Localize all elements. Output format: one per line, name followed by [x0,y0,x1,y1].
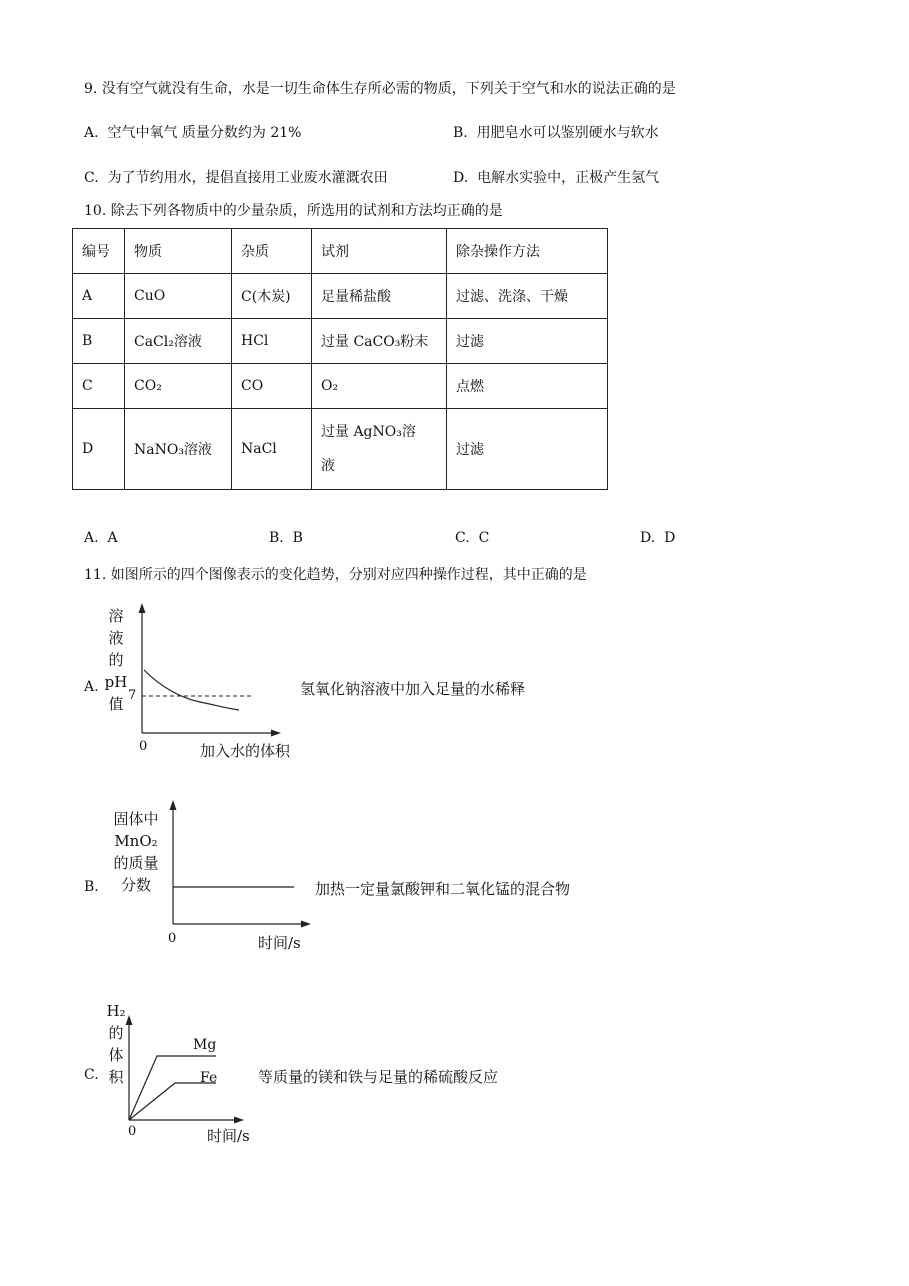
origin-label: 0 [139,739,148,754]
option-key: A. [84,125,99,141]
option-text: 空气中氧气 质量分数约为 21% [107,125,302,141]
cell-substance: CuO [125,274,232,319]
table-row [73,274,608,319]
cell-id: B [73,319,125,364]
cell-reagent: O₂ [312,364,447,409]
option-key: D. [640,530,656,546]
ylabel-part: 体 [108,1046,124,1064]
graph-c-key: C. [84,1067,99,1083]
ylabel-part: pH [104,673,128,691]
y-axis-arrow [139,603,146,613]
cell-reagent [312,409,447,490]
series-fe-label: Fe [200,1070,218,1086]
q11-stem: 11. 如图所示的四个图像表示的变化趋势，分别对应四种操作过程，其中正确的是 [84,567,587,583]
option-text: D [664,530,676,546]
y-axis-arrow [170,800,177,810]
option-text: 为了节约用水，提倡直接用工业废水灌溉农田 [107,170,388,186]
q9-option-c [84,167,388,187]
q10-table [72,228,608,490]
header-cell: 编号 [73,229,125,274]
reagent-line-2: 液 [321,458,335,474]
q10-stem: 10. 除去下列各物质中的少量杂质，所选用的试剂和方法均正确的是 [84,203,503,219]
option-key: B. [453,125,468,141]
cell-impurity: C(木炭) [232,274,312,319]
cell-method: 过滤 [447,409,608,490]
origin-label: 0 [168,931,177,946]
q9-option-b [453,122,659,142]
graph-c-caption: 等质量的镁和铁与足量的稀硫酸反应 [258,1068,499,1086]
graph-a-caption: 氢氧化钠溶液中加入足量的水稀释 [300,680,526,698]
option-key: C. [455,530,470,546]
ylabel-part: 积 [108,1068,124,1086]
ph-curve [144,670,239,710]
graph-c [120,1012,250,1124]
q10-answer-d [640,530,675,546]
cell-id: C [73,364,125,409]
cell-impurity: NaCl [232,409,312,490]
ylabel-part: 的质量 [113,854,159,872]
cell-method: 点燃 [447,364,608,409]
tick-7: 7 [128,688,137,703]
option-text: C [478,530,490,546]
option-key: C. [84,170,99,186]
graph-a-xlabel: 加入水的体积 [200,742,291,760]
ylabel-part: 固体中 [113,810,159,828]
header-cell: 除杂操作方法 [447,229,608,274]
ylabel-part: 分数 [120,876,151,894]
option-text: A [107,530,118,546]
reagent-line-1: 过量 AgNO₃溶 [321,424,416,440]
cell-substance: NaNO₃溶液 [125,409,232,490]
cell-substance: CaCl₂溶液 [125,319,232,364]
option-text: 用肥皂水可以鉴别硬水与软水 [476,125,659,141]
ylabel-part: 的 [108,651,124,669]
origin-label: 0 [128,1124,137,1139]
option-key: B. [269,530,284,546]
option-key: A. [84,530,99,546]
ylabel-part: MnO₂ [114,832,158,850]
cell-id: D [73,409,125,490]
graph-b-key: B. [84,879,99,895]
option-text: B [292,530,303,546]
graph-b-ylabel [106,808,166,896]
q9-option-a [84,122,302,142]
q10-answer-a [84,530,118,546]
table-row [73,409,608,490]
header-cell: 试剂 [312,229,447,274]
cell-method: 过滤、洗涤、干燥 [447,274,608,319]
cell-impurity: CO [232,364,312,409]
graph-a-key: A. [84,679,99,695]
graph-c-xlabel: 时间/s [207,1127,250,1145]
option-key: D. [453,170,469,186]
mg-line [129,1056,216,1120]
table-header-row [73,229,608,274]
ylabel-part: 值 [108,695,124,713]
ylabel-part: 溶 [108,607,124,625]
x-axis-arrow [301,921,311,928]
series-mg-label: Mg [193,1037,217,1053]
table-row [73,319,608,364]
cell-reagent: 足量稀盐酸 [312,274,447,319]
x-axis-arrow [234,1117,244,1124]
q10-answer-c [455,530,489,546]
q9-stem: 9. 没有空气就没有生命，水是一切生命体生存所必需的物质，下列关于空气和水的说法正确的是 [84,81,676,97]
graph-b-caption: 加热一定量氯酸钾和二氧化锰的混合物 [315,880,571,898]
table-row [73,364,608,409]
option-text: 电解水实验中，正极产生氢气 [477,170,660,186]
cell-id: A [73,274,125,319]
ylabel-part: H₂ [106,1002,126,1020]
graph-a [125,598,285,738]
fe-line [129,1083,216,1120]
ylabel-part: 液 [108,629,124,647]
cell-method: 过滤 [447,319,608,364]
cell-reagent: 过量 CaCO₃粉末 [312,319,447,364]
y-axis-arrow [126,1015,133,1025]
graph-b-xlabel: 时间/s [258,934,301,952]
q10-answer-b [269,530,303,546]
cell-impurity: HCl [232,319,312,364]
ylabel-part: 的 [108,1024,124,1042]
cell-substance: CO₂ [125,364,232,409]
header-cell: 物质 [125,229,232,274]
q9-option-d [453,167,659,187]
x-axis-arrow [271,730,281,737]
header-cell: 杂质 [232,229,312,274]
graph-b [160,796,320,931]
